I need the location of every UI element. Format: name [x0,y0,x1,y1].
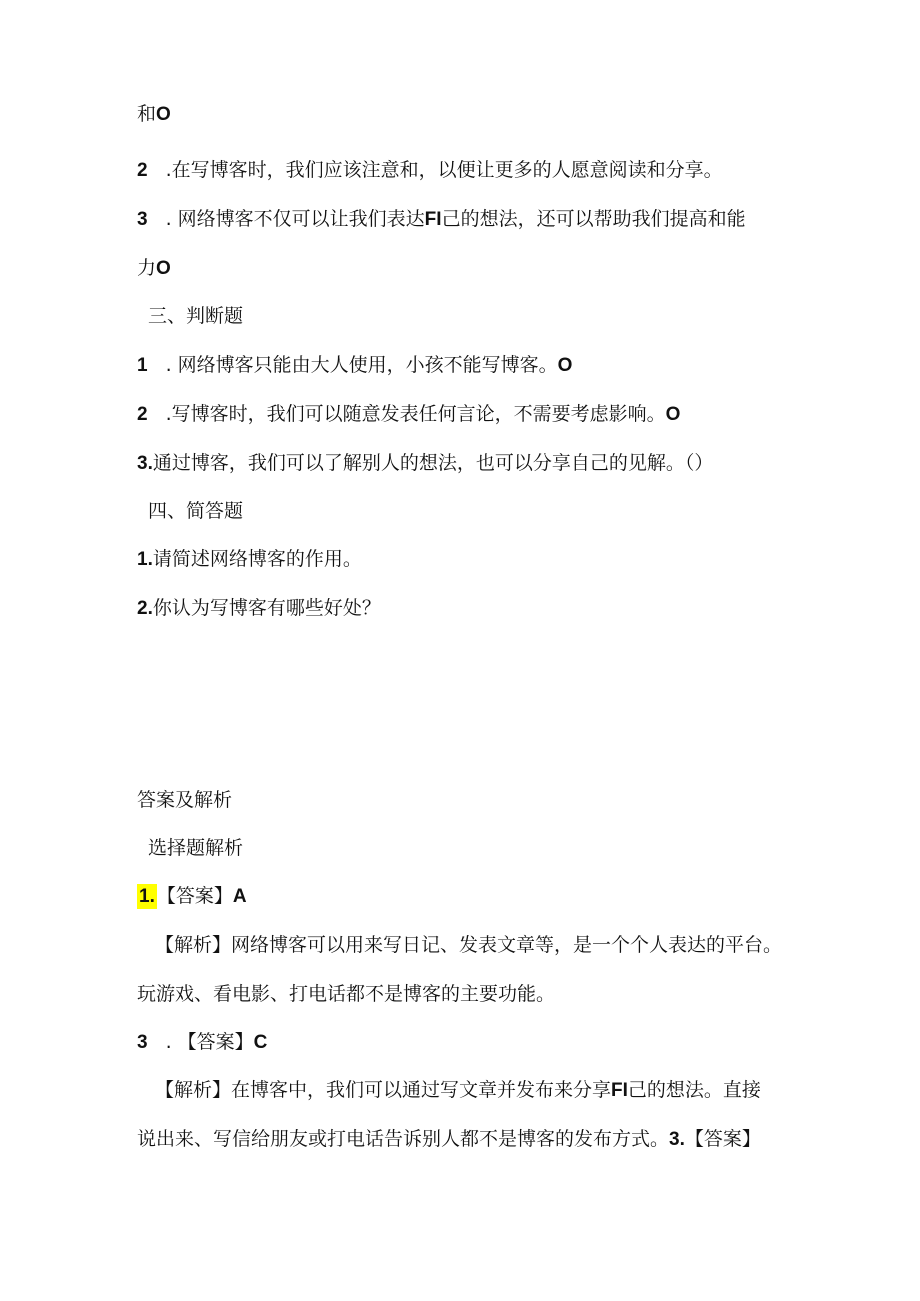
answer-1-explanation-line1: 【解析】网络博客可以用来写日记、发表文章等，是一个个人表达的平台。 [155,934,783,956]
short-q1 [137,545,362,574]
fill-blank-q3-tail [137,254,171,283]
question-text: 你认为写博客有哪些好处？ [152,597,381,619]
question-number: 2 [137,404,148,425]
short-q2 [137,594,381,623]
explanation-text: 【解析】在博客中，我们可以通过写文章并发布来分享 [155,1079,612,1101]
question-number: 2 [137,160,148,181]
judge-q3 [137,449,713,478]
answers-subtitle: 选择题解析 [148,837,244,859]
text: 力 [137,257,157,279]
question-text: . 网络博客不仅可以让我们表达 [165,208,425,230]
blank-mark: O [156,104,171,125]
question-text: 请简述网络博客的作用。 [152,548,362,570]
judge-q2 [137,400,680,429]
question-number: 1. [137,549,153,570]
answer-label: 【答案】 [684,1128,761,1150]
section-heading-short: 四、简答题 [148,500,244,522]
answer-label: 【答案】 [156,885,233,907]
ocr-artifact: FI [611,1080,628,1101]
text: 和 [137,103,157,125]
answer-mark: O [557,355,573,376]
question-text-cont: 己的想法，还可以帮助我们提高和能 [441,208,746,230]
question-text: .在写博客时，我们应该注意和，以便让更多的人愿意阅读和分享。 [165,159,723,181]
answer-2-explanation-line1 [155,1076,761,1105]
fill-blank-q2 [137,156,723,185]
question-text: .写博客时，我们可以随意发表任何言论，不需要考虑影响。 [165,403,666,425]
section-heading-judge: 三、判断题 [148,305,244,327]
answer-1-explanation-line2: 玩游戏、看电影、打电话都不是博客的主要功能。 [137,983,556,1005]
answer-mark: O [665,404,681,425]
answer-1 [137,882,247,911]
fill-blank-q3 [137,205,746,234]
answer-2-explanation-line2 [137,1125,761,1154]
answers-title: 答案及解析 [137,789,233,811]
blank-mark: O [156,258,171,279]
answer-letter: C [253,1032,268,1053]
answer-number: 3. [669,1129,685,1150]
explanation-text: 说出来、写信给朋友或打电话告诉别人都不是博客的发布方式。 [137,1128,670,1150]
question-number: 3. [137,453,153,474]
question-number: 1 [137,355,148,376]
explanation-text-cont: 己的想法。直接 [627,1079,761,1101]
answer-number: 1. [139,886,155,907]
answer-number: 3 [137,1032,148,1053]
fill-blank-q1-tail [137,100,171,129]
question-text: 通过博客，我们可以了解别人的想法，也可以分享自己的见解。（） [152,452,714,474]
judge-q1 [137,351,572,380]
ocr-artifact: FI [424,209,442,230]
answer-2 [137,1028,267,1057]
question-text: . 网络博客只能由大人使用，小孩不能写博客。 [165,354,558,376]
question-number: 2. [137,598,153,619]
answer-label: . 【答案】 [165,1031,254,1053]
answer-letter: A [232,886,247,907]
question-number: 3 [137,209,148,230]
